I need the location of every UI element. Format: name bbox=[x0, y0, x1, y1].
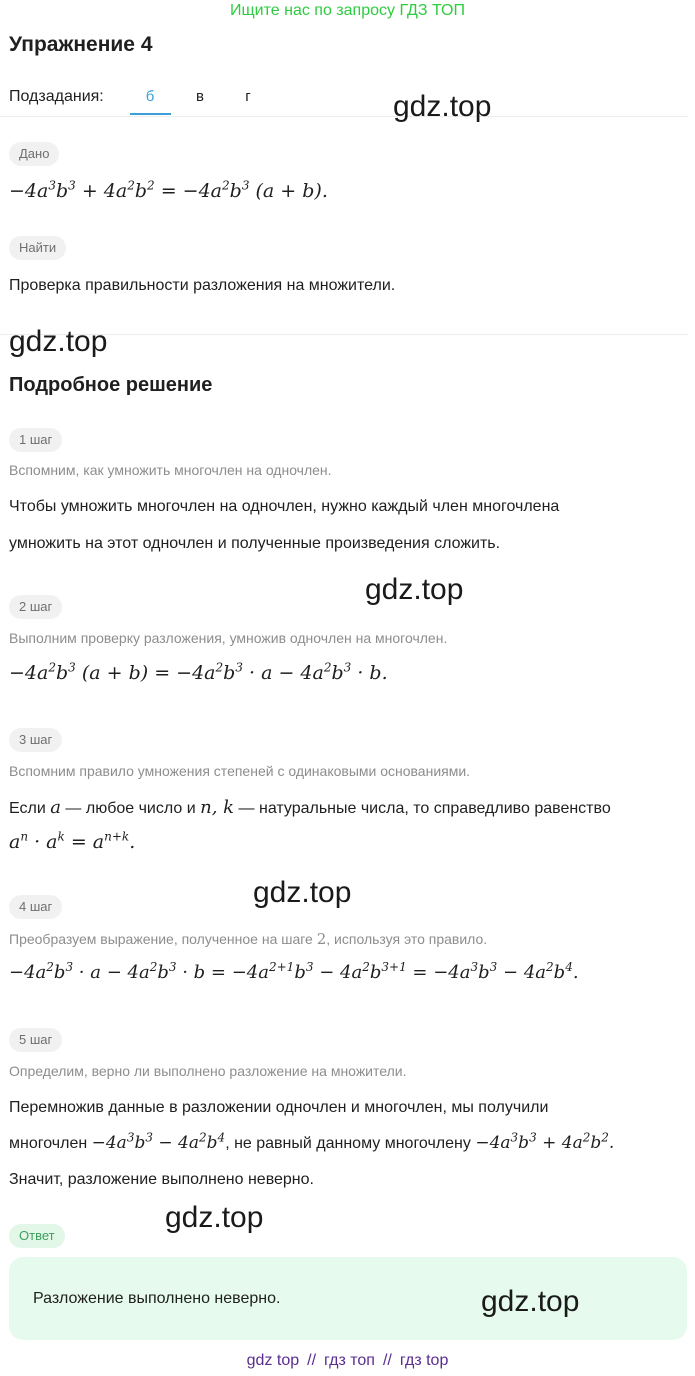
step-1-hint: Вспомним, как умножить многочлен на одночлен. bbox=[9, 462, 332, 478]
step-5-formula-2: $-4a^3b^3 + 4a^2b^2$. bbox=[475, 1130, 615, 1153]
footer-link-gdz-top[interactable]: gdz top bbox=[246, 1352, 300, 1369]
watermark: gdz.top bbox=[165, 1201, 264, 1234]
subtasks-label: Подзадания: bbox=[9, 88, 104, 105]
subtask-tab-b[interactable]: б bbox=[145, 88, 155, 105]
step-3-text-prefix: Если bbox=[9, 800, 46, 817]
subtask-tab-v[interactable]: в bbox=[196, 88, 204, 105]
watermark: gdz.top bbox=[9, 325, 108, 358]
footer-link-gdz-top-ru[interactable]: гдз топ bbox=[324, 1352, 375, 1369]
given-tag: Дано bbox=[9, 142, 59, 166]
step-4-hint-number: 2 bbox=[316, 930, 327, 948]
step-2-formula: $-4a^2b^3$ $(a + b) = -4a^2b^3 \cdot a - 4a^2b^3 \cdot b$. bbox=[9, 660, 388, 684]
footer-separator: // bbox=[307, 1352, 317, 1369]
footer-links bbox=[0, 1352, 695, 1370]
step-5-line-1: Перемножив данные в разложении одночлен и многочлен, мы получили bbox=[9, 1099, 549, 1116]
step-5-line-2-prefix: многочлен bbox=[9, 1135, 88, 1152]
watermark: gdz.top bbox=[481, 1285, 580, 1318]
variable-a: a bbox=[50, 797, 61, 818]
find-text: Проверка правильности разложения на множители. bbox=[9, 277, 396, 294]
watermark: gdz.top bbox=[253, 876, 352, 909]
watermark: gdz.top bbox=[365, 573, 464, 606]
step-4-hint-prefix: Преобразуем выражение, полученное на шаге bbox=[9, 931, 313, 947]
step-5-line-2-mid: , не равный данному многочлену bbox=[225, 1135, 471, 1152]
step-4-hint-suffix: , используя это правило. bbox=[326, 931, 488, 947]
subtask-tab-g[interactable]: г bbox=[245, 88, 251, 105]
step-5-tag: 5 шаг bbox=[9, 1028, 62, 1052]
answer-tag: Ответ bbox=[9, 1224, 65, 1248]
page-title: Упражнение 4 bbox=[9, 33, 153, 56]
step-3-text-mid: — любое число и bbox=[65, 800, 196, 817]
step-4-formula: $-4a^2b^3 \cdot a - 4a^2b^3 \cdot b = -4a^{2+1}b^3 - 4a^2b^{3+1} = -4a^3b^3 - 4a^2b^4$. bbox=[9, 960, 579, 983]
step-3-hint: Вспомним правило умножения степеней с одинаковыми основаниями. bbox=[9, 763, 471, 779]
step-2-hint: Выполним проверку разложения, умножив одночлен на многочлен. bbox=[9, 630, 448, 646]
step-1-line-2: умножить на этот одночлен и полученные произведения сложить. bbox=[9, 535, 501, 552]
top-banner: Ищите нас по запросу ГДЗ ТОП bbox=[230, 2, 465, 19]
answer-text: Разложение выполнено неверно. bbox=[33, 1290, 281, 1307]
step-1-line-1: Чтобы умножить многочлен на одночлен, нужно каждый член многочлена bbox=[9, 498, 560, 515]
step-3-text bbox=[9, 797, 611, 818]
watermark: gdz.top bbox=[393, 90, 492, 123]
step-3-formula: $a^n \cdot a^k = a^{n+k}$. bbox=[9, 829, 136, 853]
active-tab-indicator bbox=[130, 113, 171, 115]
find-tag: Найти bbox=[9, 236, 66, 260]
given-formula: $-4a^3b^3 + 4a^2b^2 = -4a^2b^3$ (a + b). bbox=[9, 178, 328, 202]
step-5-formula-1: $-4a^3b^3 - 4a^2b^4$ bbox=[91, 1130, 226, 1153]
step-5-line-3: Значит, разложение выполнено неверно. bbox=[9, 1171, 314, 1188]
footer-separator: // bbox=[382, 1352, 392, 1369]
step-5-line-2 bbox=[9, 1130, 615, 1153]
step-2-tag: 2 шаг bbox=[9, 595, 62, 619]
step-3-text-suffix: — натуральные числа, то справедливо равенство bbox=[238, 800, 611, 817]
variables-n-k: n, k bbox=[200, 797, 235, 818]
subtasks-divider bbox=[0, 116, 688, 117]
step-4-tag: 4 шаг bbox=[9, 895, 62, 919]
step-4-hint bbox=[9, 930, 487, 948]
solution-title: Подробное решение bbox=[9, 374, 213, 396]
step-3-tag: 3 шаг bbox=[9, 728, 62, 752]
step-1-tag: 1 шаг bbox=[9, 428, 62, 452]
step-5-hint: Определим, верно ли выполнено разложение на множители. bbox=[9, 1063, 407, 1079]
footer-link-gdz-top-mixed[interactable]: гдз top bbox=[399, 1352, 449, 1369]
